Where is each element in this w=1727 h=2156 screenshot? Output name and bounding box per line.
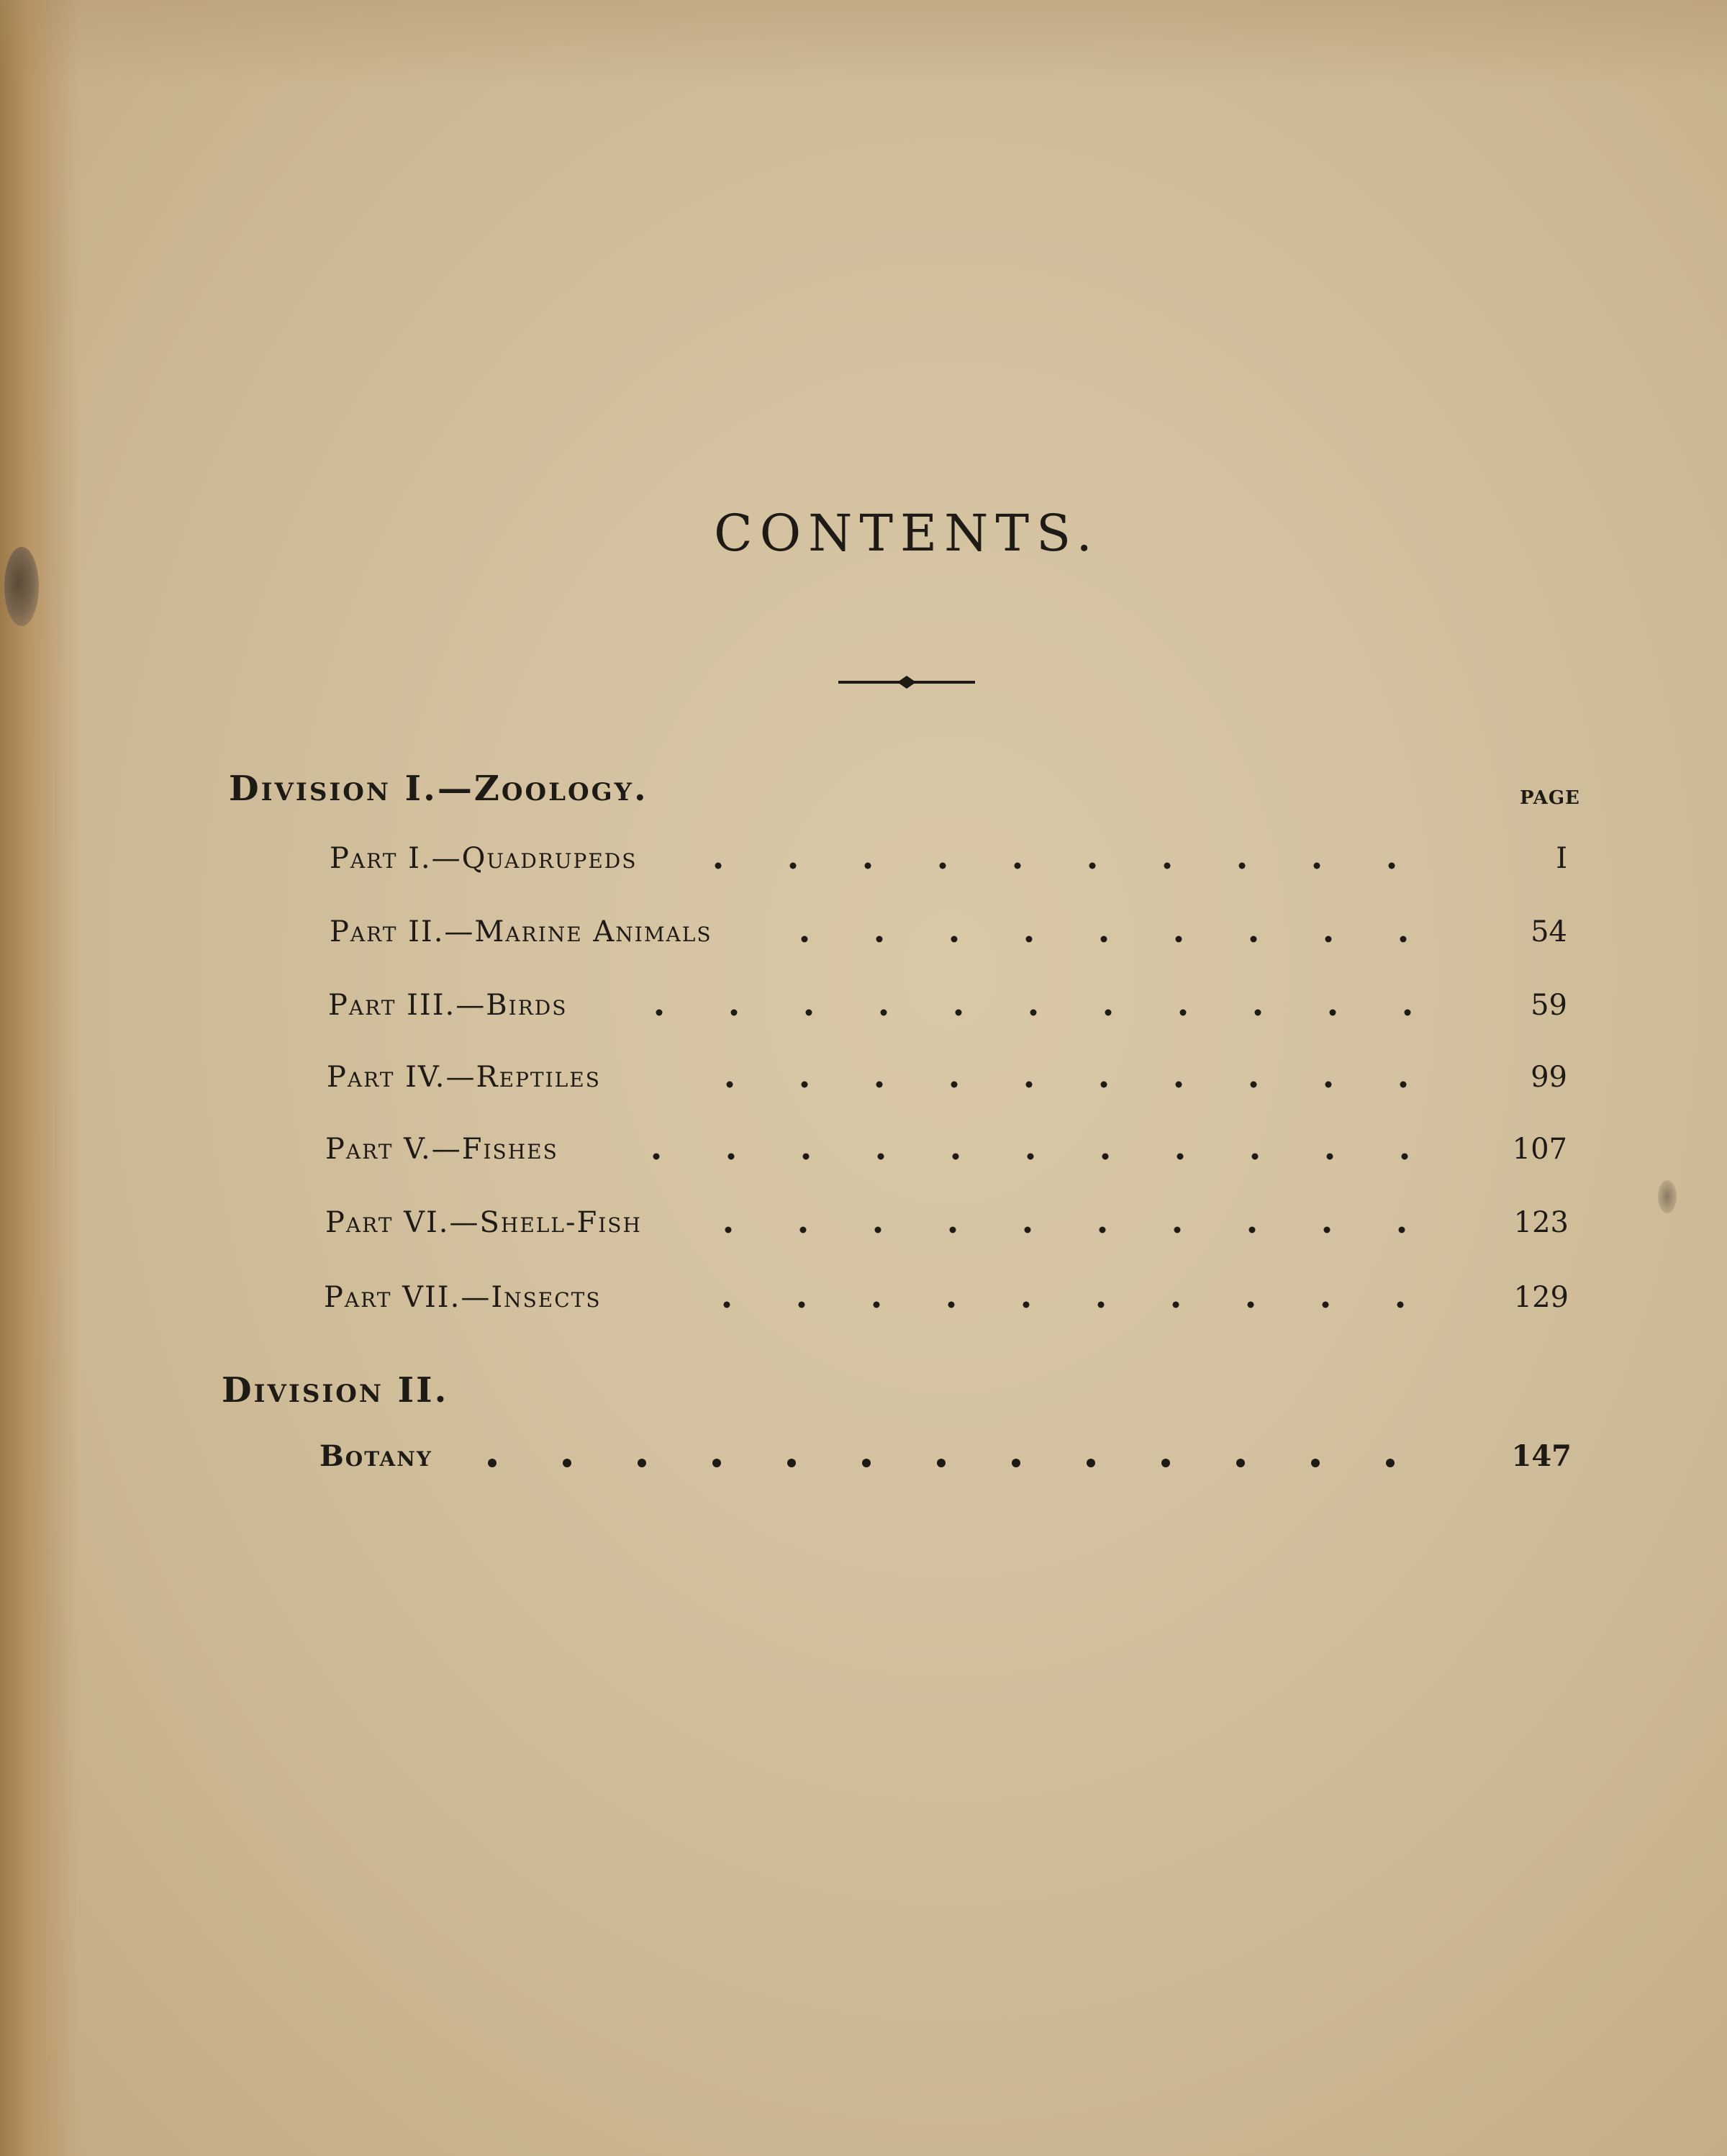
leader-dot <box>1324 1227 1331 1233</box>
leader-dot <box>1100 1227 1106 1233</box>
toc-entry-label: Part VII.—Insects <box>324 1281 602 1314</box>
toc-entry-label: Botany <box>319 1439 432 1473</box>
leader-dot <box>950 1227 956 1233</box>
leader-dot <box>1255 1010 1261 1016</box>
leader-dot <box>1102 1154 1109 1160</box>
division-heading-2: Division II. <box>222 1370 449 1410</box>
leader-dot <box>1252 1154 1259 1160</box>
leader-dot <box>1105 1010 1112 1016</box>
leader-dot <box>1176 936 1182 943</box>
leader-dot <box>1251 1082 1257 1088</box>
toc-entry-page: 129 <box>1513 1281 1569 1314</box>
leader-dot <box>806 1010 812 1016</box>
page-title: CONTENTS. <box>714 504 1100 563</box>
toc-entry[interactable] <box>330 842 1589 885</box>
dot-leader <box>722 1079 1449 1090</box>
toc-entry-page: 107 <box>1512 1133 1567 1166</box>
dot-leader <box>652 1007 1451 1018</box>
toc-entry-label: Part VI.—Shell-Fish <box>325 1206 642 1239</box>
leader-dot <box>1025 1227 1031 1233</box>
leader-dot <box>1248 1302 1254 1308</box>
leader-dot <box>1389 863 1395 869</box>
leader-dot <box>1026 936 1033 943</box>
leader-dot <box>1101 1082 1107 1088</box>
leader-dot <box>799 1302 805 1308</box>
leader-dot <box>731 1010 738 1016</box>
leader-dot <box>956 1010 962 1016</box>
leader-dot <box>1311 1459 1320 1467</box>
leader-dot <box>1397 1302 1404 1308</box>
spine-shadow <box>0 0 79 2156</box>
leader-dot <box>881 1010 887 1016</box>
leader-dot <box>875 1227 881 1233</box>
leader-dot <box>1015 863 1021 869</box>
leader-dot <box>953 1154 959 1160</box>
leader-dot <box>715 863 722 869</box>
leader-dot <box>878 1154 884 1160</box>
toc-entry-label: Part IV.—Reptiles <box>327 1061 601 1094</box>
leader-dot <box>1180 1010 1187 1016</box>
toc-entry-label: Part V.—Fishes <box>325 1133 558 1166</box>
leader-dot <box>653 1154 660 1160</box>
toc-entry-page: 147 <box>1511 1439 1572 1473</box>
leader-dot <box>1386 1459 1395 1467</box>
leader-dot <box>488 1459 497 1467</box>
leader-dot <box>1327 1154 1333 1160</box>
leader-dot <box>1026 1082 1033 1088</box>
leader-dot <box>638 1459 646 1467</box>
leader-dot <box>724 1302 730 1308</box>
leader-dot <box>787 1459 796 1467</box>
leader-dot <box>790 863 797 869</box>
leader-dot <box>800 1227 807 1233</box>
leader-dot <box>1251 936 1257 943</box>
leader-dot <box>803 1154 810 1160</box>
page-stain <box>0 0 1727 86</box>
leader-dot <box>951 1082 958 1088</box>
leader-dot <box>1177 1154 1184 1160</box>
leader-dot <box>1325 936 1332 943</box>
leader-dot <box>937 1459 946 1467</box>
page-speck <box>1658 1180 1677 1213</box>
leader-dot <box>1402 1154 1408 1160</box>
toc-entry[interactable] <box>319 1439 1579 1482</box>
leader-dot <box>1174 1227 1181 1233</box>
leader-dot <box>712 1459 721 1467</box>
toc-entry-page: I <box>1556 842 1567 875</box>
leader-dot <box>1089 863 1096 869</box>
leader-dot <box>725 1227 732 1233</box>
toc-entry[interactable] <box>325 1206 1585 1249</box>
leader-dot <box>1330 1010 1336 1016</box>
leader-dot <box>1249 1227 1256 1233</box>
toc-entry[interactable] <box>328 989 1587 1032</box>
ornament-rule <box>838 673 975 692</box>
leader-dot <box>1325 1082 1332 1088</box>
dot-leader <box>649 1151 1448 1161</box>
leader-dot <box>1023 1302 1030 1308</box>
leader-dot <box>1098 1302 1105 1308</box>
leader-dot <box>865 863 871 869</box>
leader-dot <box>951 936 958 943</box>
dot-leader <box>720 1300 1446 1310</box>
leader-dot <box>876 936 883 943</box>
toc-entry-label: Part I.—Quadrupeds <box>330 842 638 875</box>
leader-dot <box>874 1302 880 1308</box>
toc-entry[interactable] <box>325 1133 1585 1176</box>
leader-dot <box>1101 936 1107 943</box>
toc-entry-page: 54 <box>1531 915 1567 948</box>
leader-dot <box>727 1082 733 1088</box>
leader-dot <box>876 1082 883 1088</box>
dot-leader <box>711 861 1452 871</box>
toc-entry[interactable] <box>330 915 1589 959</box>
leader-dot <box>728 1154 735 1160</box>
leader-dot <box>1030 1010 1037 1016</box>
page-column-label: PAGE <box>1520 787 1580 809</box>
leader-dot <box>1400 936 1407 943</box>
leader-dot <box>1173 1302 1179 1308</box>
dot-leader <box>797 934 1452 944</box>
leader-dot <box>802 936 808 943</box>
leader-dot <box>1012 1459 1020 1467</box>
toc-entry-page: 123 <box>1513 1206 1569 1239</box>
toc-entry[interactable] <box>324 1281 1583 1324</box>
leader-dot <box>656 1010 663 1016</box>
dot-leader <box>721 1225 1448 1235</box>
leader-dot <box>1400 1082 1407 1088</box>
toc-entry[interactable] <box>327 1061 1586 1104</box>
toc-entry-label: Part II.—Marine Animals <box>330 915 712 948</box>
leader-dot <box>862 1459 871 1467</box>
leader-dot <box>1405 1010 1411 1016</box>
toc-entry-page: 99 <box>1531 1061 1567 1094</box>
leader-dot <box>1161 1459 1170 1467</box>
leader-dot <box>940 863 946 869</box>
division-heading-zoology: Division I.—Zoology. <box>229 769 648 809</box>
leader-dot <box>1314 863 1320 869</box>
leader-dot <box>1399 1227 1405 1233</box>
dot-leader <box>485 1458 1449 1468</box>
leader-dot <box>948 1302 955 1308</box>
toc-entry-label: Part III.—Birds <box>328 989 568 1022</box>
leader-dot <box>563 1459 571 1467</box>
leader-dot <box>1239 863 1246 869</box>
leader-dot <box>1236 1459 1245 1467</box>
leader-dot <box>1323 1302 1329 1308</box>
leader-dot <box>1028 1154 1034 1160</box>
leader-dot <box>802 1082 808 1088</box>
leader-dot <box>1087 1459 1095 1467</box>
leader-dot <box>1176 1082 1182 1088</box>
leader-dot <box>1164 863 1171 869</box>
toc-entry-page: 59 <box>1531 989 1567 1022</box>
